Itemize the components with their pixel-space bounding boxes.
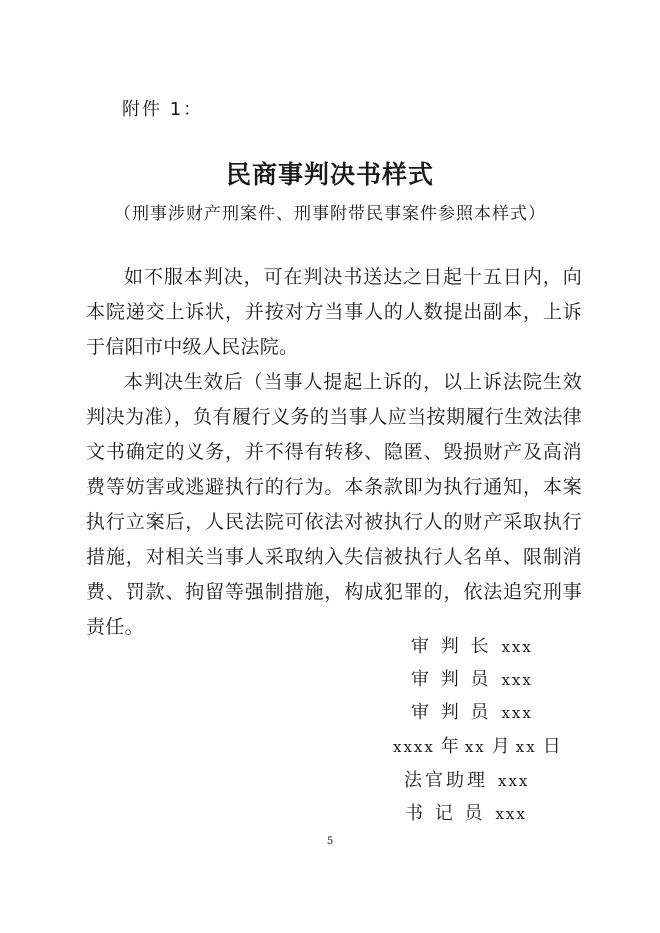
signature-value: xxx — [501, 704, 533, 722]
signature-value: xxx — [501, 671, 533, 689]
date-year: xxxx — [393, 738, 435, 756]
paragraph-enforcement-notice — [86, 365, 582, 645]
signature-label: 审 判 长 — [411, 636, 492, 657]
signature-chief-judge — [411, 632, 533, 658]
date-day-word: 日 — [542, 736, 561, 757]
signature-value: xxx — [501, 638, 533, 656]
attachment-label: 附件 1： — [122, 99, 204, 120]
paragraph-appeal-notice — [86, 260, 582, 365]
date-year-word: 年 — [440, 736, 459, 757]
signature-value: xxx — [498, 772, 530, 790]
signature-label: 审 判 员 — [411, 702, 492, 723]
document-subtitle: （刑事涉财产刑案件、刑事附带民事案件参照本样式） — [114, 204, 546, 224]
signature-judge-2 — [411, 698, 533, 724]
date-month: xx — [464, 738, 486, 756]
paragraph-text: 本判决生效后（当事人提起上诉的，以上诉法院生效判决为准），负有履行义务的当事人应当按期履行生效法律文书确定的义务，并不得有转移、隐匿、毁损财产及高消费等妨害或逃避执行的行为。本条款即为执行通知，本案执行立案后，人民法院可依法对被执行人的财产采取执行措施，对相关当事人采取纳入失信被执行人名单、限制消费、罚款、拘留等强制措施，构成犯罪的，依法追究刑事责任。 — [86, 371, 582, 638]
signature-value: xxx — [495, 805, 527, 823]
document-title: 民商事判决书样式 — [225, 160, 434, 189]
date-month-word: 月 — [491, 736, 510, 757]
signature-label: 审 判 员 — [411, 669, 492, 690]
signature-label: 书 记 员 — [405, 803, 486, 824]
paragraph-text: 如不服本判决，可在判决书送达之日起十五日内，向本院递交上诉状，并按对方当事人的人数提出副本，上诉于信阳市中级人民法院。 — [86, 266, 582, 358]
signature-date — [393, 732, 567, 758]
page-number: 5 — [326, 836, 334, 847]
signature-judge-1 — [411, 665, 533, 691]
signature-judge-assistant — [404, 766, 529, 792]
date-day: xx — [515, 738, 537, 756]
signature-clerk — [405, 799, 527, 825]
signature-label: 法官助理 — [404, 770, 488, 791]
